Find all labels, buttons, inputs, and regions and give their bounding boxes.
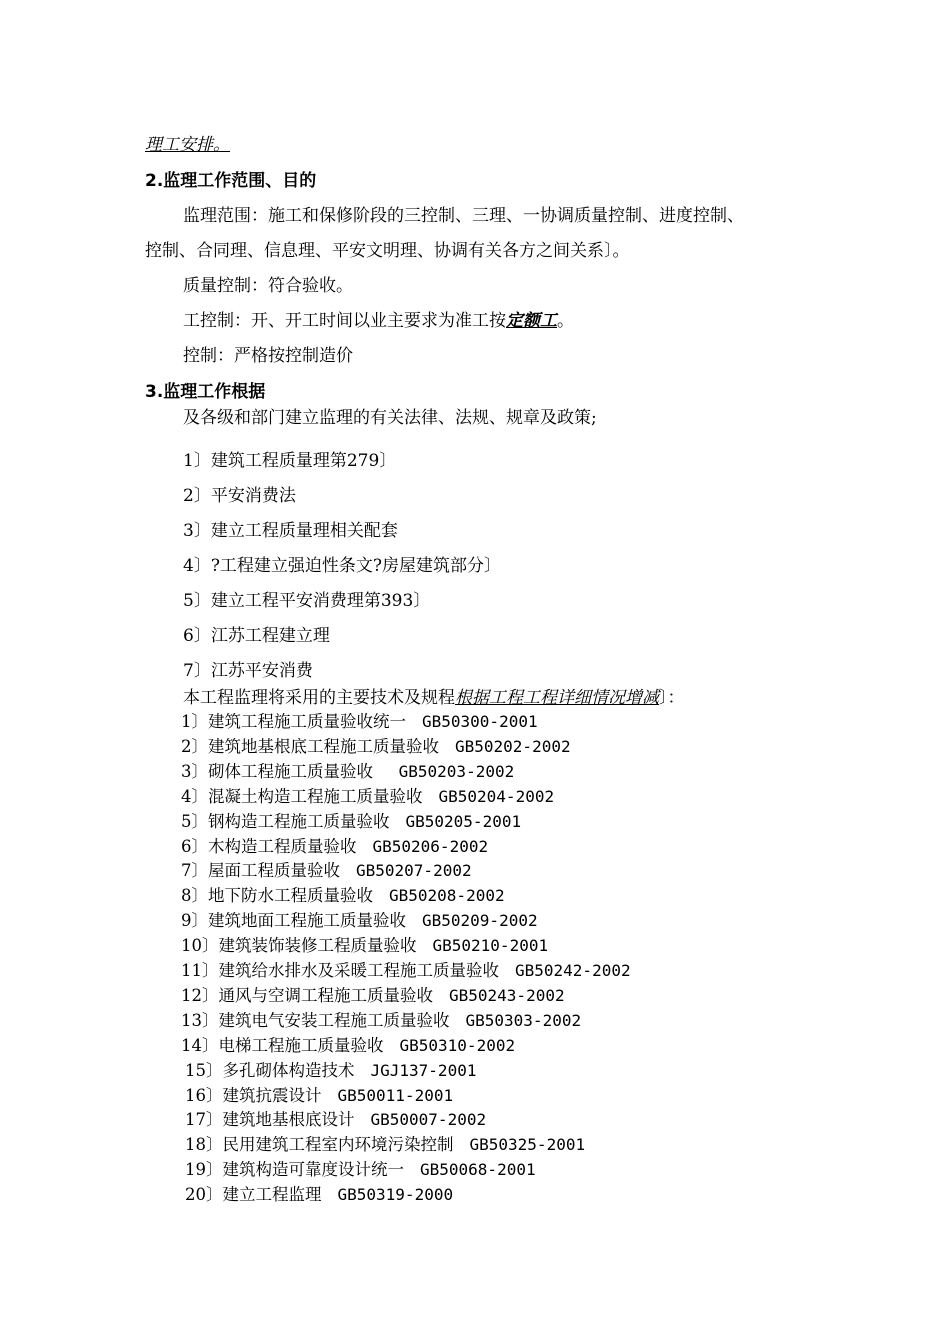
standard-item — [181, 935, 548, 957]
law-item: 5〕建立工程平安消费理第393〕 — [183, 591, 431, 611]
standard-item — [181, 761, 514, 783]
standard-code: GB50209-2002 — [422, 911, 538, 931]
standard-number: 4〕 — [181, 786, 208, 806]
scope-paragraph-line-2: 控制、合同理、信息理、平安文明理、协调有关各方之间关系〕。 — [145, 241, 630, 261]
standard-number: 14〕 — [181, 1035, 219, 1055]
standard-number: 18〕 — [185, 1135, 223, 1155]
standard-code: GB50206-2002 — [372, 836, 489, 856]
standard-name: 民用建筑工程室内环境污染控制 — [222, 1135, 454, 1155]
law-item: 4〕?工程建立强迫性条文?房屋建筑部分〕 — [183, 556, 502, 576]
law-item: 7〕江苏平安消费 — [183, 661, 313, 681]
standard-number: 15〕 — [185, 1060, 223, 1080]
standard-code: GB50303-2002 — [465, 1010, 582, 1030]
standard-name: 混凝土构造工程施工质量验收 — [208, 786, 423, 806]
standard-code: GB50204-2002 — [438, 786, 555, 806]
standard-code: GB50203-2002 — [389, 761, 515, 781]
standard-code: GB50068-2001 — [420, 1160, 536, 1180]
standard-item — [185, 1184, 453, 1206]
standard-name: 钢构造工程施工质量验收 — [208, 811, 390, 831]
standard-name: 地下防水工程质量验收 — [208, 886, 373, 906]
standard-name: 建筑电气安装工程施工质量验收 — [218, 1010, 450, 1030]
standard-name: 建筑抗震设计 — [222, 1085, 322, 1105]
section-3-heading: 3.监理工作根据 — [145, 382, 266, 402]
standard-code: GB50300-2001 — [422, 712, 538, 731]
standard-item — [181, 811, 521, 833]
standards-intro-prefix: 本工程监理将采用的主要技术及规程 — [183, 688, 455, 708]
standard-code: GB50011-2001 — [337, 1085, 454, 1105]
standard-code: GB50210-2001 — [432, 936, 549, 956]
standards-intro-text — [183, 687, 685, 709]
standard-code: GB50310-2002 — [399, 1035, 516, 1055]
standard-item — [181, 1010, 581, 1032]
standard-code: GB50242-2002 — [515, 961, 631, 980]
law-item: 1〕建筑工程质量理第279〕 — [183, 451, 397, 471]
standard-item — [181, 786, 554, 808]
standard-name: 建筑构造可靠度设计统一 — [222, 1160, 404, 1180]
law-item: 2〕平安消费法 — [183, 486, 296, 506]
standard-name: 建筑装饰装修工程质量验收 — [218, 936, 417, 956]
standard-code: GB50319-2000 — [337, 1185, 454, 1205]
standards-intro-suffix: 〕： — [659, 688, 685, 708]
standard-item — [185, 1134, 585, 1156]
standard-item — [185, 1085, 453, 1107]
standard-number: 3〕 — [181, 761, 208, 781]
standard-number: 2〕 — [181, 736, 208, 756]
cost-control-text: 控制：严格按控制造价 — [183, 346, 353, 366]
standard-code: GB50205-2001 — [405, 811, 522, 831]
progress-emphasis: 定额工 — [506, 311, 557, 331]
standard-name: 多孔砌体构造技术 — [222, 1060, 355, 1080]
standards-intro-emphasis: 根据工程工程详细情况增减 — [455, 688, 659, 708]
laws-intro-text: 及各级和部门建立监理的有关法律、法规、规章及政策; — [183, 408, 597, 428]
standard-name: 通风与空调工程施工质量验收 — [218, 985, 433, 1005]
standard-name: 建筑给水排水及采暖工程施工质量验收 — [218, 961, 499, 980]
standard-name: 建筑地基根底设计 — [222, 1110, 355, 1130]
standard-number: 9〕 — [181, 911, 208, 931]
standard-item — [181, 736, 571, 758]
progress-control-text — [183, 310, 574, 332]
standard-name: 建筑地面工程施工质量验收 — [208, 911, 406, 931]
standard-item — [181, 711, 538, 733]
standard-item — [181, 910, 538, 932]
standard-number: 10〕 — [181, 936, 219, 956]
standard-item — [181, 960, 631, 982]
standard-name: 建立工程监理 — [222, 1185, 322, 1205]
standard-number: 1〕 — [181, 712, 208, 731]
standard-code: GB50325-2001 — [469, 1135, 586, 1155]
standard-item — [185, 1060, 476, 1082]
standard-item — [181, 1035, 515, 1057]
standard-item — [181, 836, 488, 858]
standard-name: 建筑工程施工质量验收统一 — [208, 712, 406, 731]
standard-code: JGJ137-2001 — [370, 1060, 477, 1080]
carry-over-text: 理工安排。 — [145, 135, 230, 155]
standard-number: 6〕 — [181, 836, 208, 856]
standard-number: 17〕 — [185, 1110, 223, 1130]
standard-name: 建筑地基根底工程施工质量验收 — [208, 736, 439, 756]
standard-number: 13〕 — [181, 1010, 219, 1030]
progress-prefix: 工控制：开、开工时间以业主要求为准工按 — [183, 311, 506, 331]
standard-number: 8〕 — [181, 886, 208, 906]
standard-number: 12〕 — [181, 985, 219, 1005]
standard-code: GB50208-2002 — [389, 886, 505, 906]
standard-code: GB50207-2002 — [356, 861, 472, 881]
standard-name: 砌体工程施工质量验收 — [208, 761, 373, 781]
standard-code: GB50007-2002 — [370, 1110, 487, 1130]
law-item: 3〕建立工程质量理相关配套 — [183, 521, 398, 541]
standard-code: GB50243-2002 — [449, 985, 565, 1005]
standard-number: 16〕 — [185, 1085, 223, 1105]
standard-number: 11〕 — [181, 961, 219, 980]
scope-paragraph-line-1: 监理范围：施工和保修阶段的三控制、三理、一协调质量控制、进度控制、 — [183, 206, 744, 226]
standard-number: 7〕 — [181, 861, 208, 881]
standard-name: 电梯工程施工质量验收 — [218, 1035, 384, 1055]
law-item: 6〕江苏工程建立理 — [183, 626, 330, 646]
quality-control-text: 质量控制：符合验收。 — [183, 276, 353, 296]
progress-suffix: 。 — [557, 311, 574, 331]
standard-code: GB50202-2002 — [455, 736, 571, 756]
standard-item — [181, 985, 565, 1007]
standard-name: 屋面工程质量验收 — [208, 861, 340, 881]
standard-number: 5〕 — [181, 811, 208, 831]
section-2-heading: 2.监理工作范围、目的 — [145, 171, 317, 191]
standard-item — [181, 860, 472, 882]
standard-item — [185, 1159, 536, 1181]
standard-number: 19〕 — [185, 1160, 223, 1180]
standard-item — [181, 885, 505, 907]
standard-name: 木构造工程质量验收 — [208, 836, 357, 856]
standard-item — [185, 1109, 486, 1131]
standard-number: 20〕 — [185, 1185, 223, 1205]
